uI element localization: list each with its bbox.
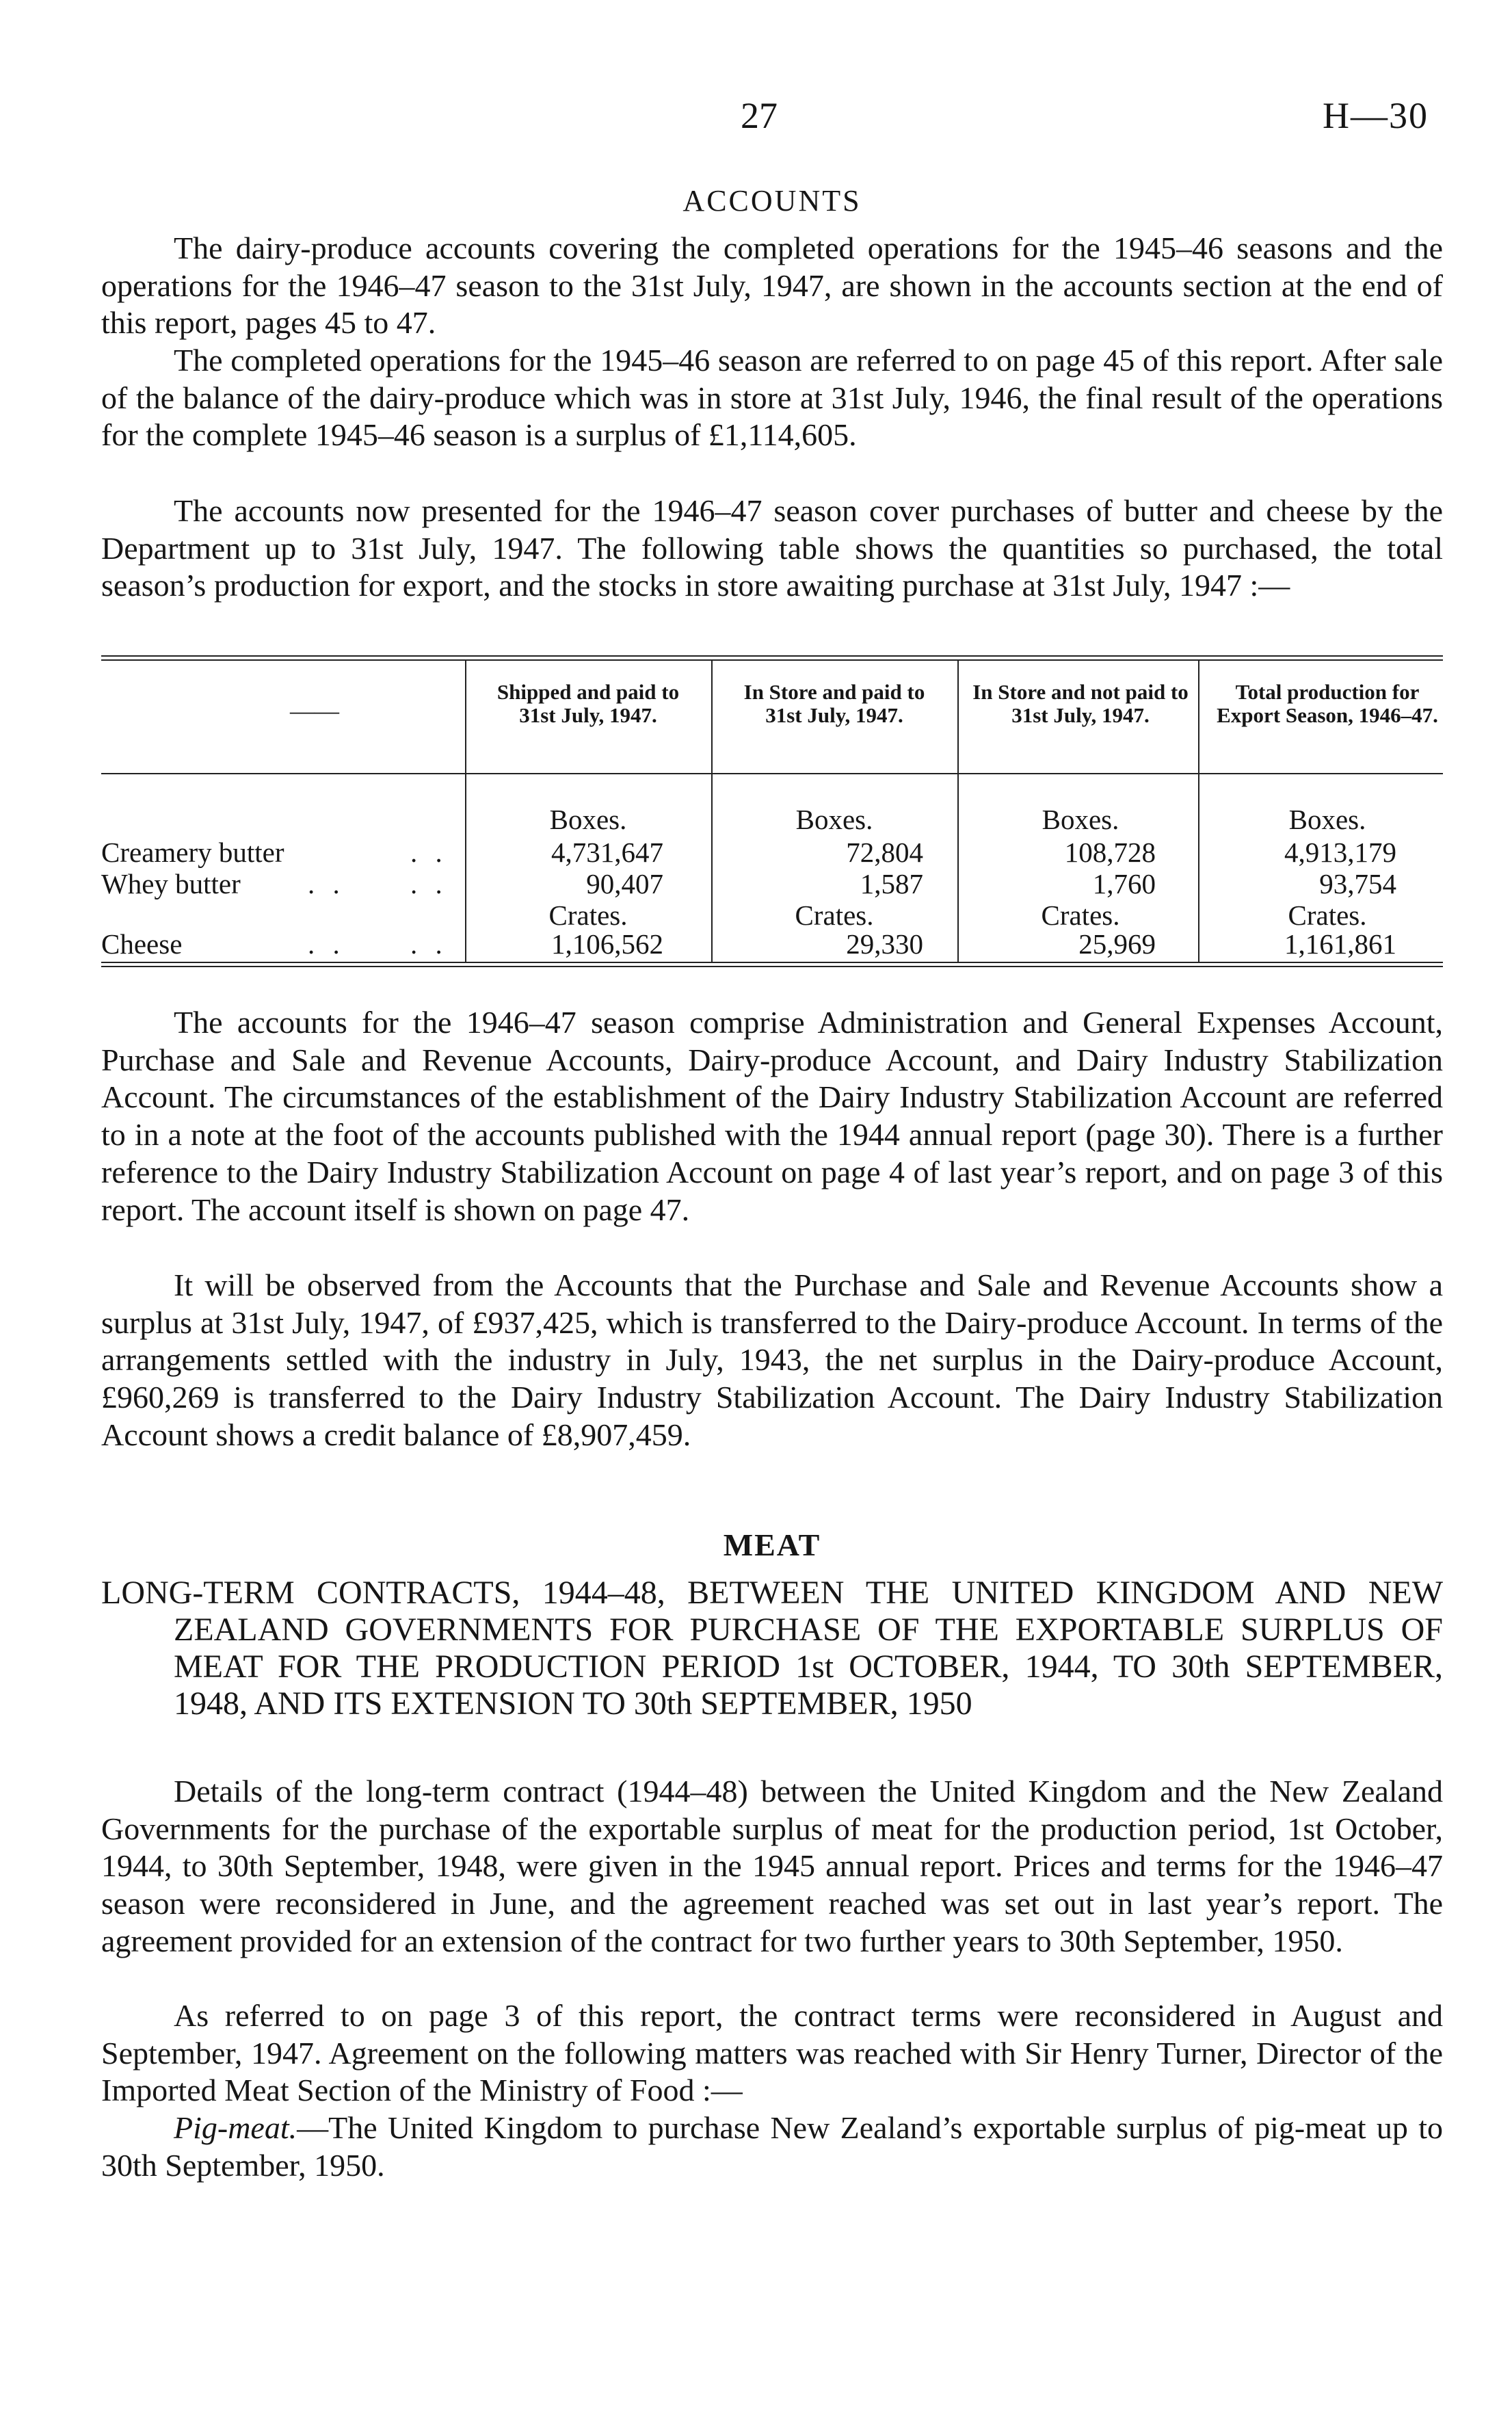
- row-label-creamery-butter: Creamery butter: [101, 837, 284, 868]
- column-divider: [711, 659, 713, 962]
- row-label-whey-butter: Whey butter: [101, 868, 241, 899]
- table-cell: 4,731,647: [551, 837, 663, 868]
- table-cell: 90,407: [586, 868, 663, 899]
- column-divider: [465, 659, 466, 962]
- meat-paragraph-1: Details of the long-term contract (1944–48) between the United Kingdom and the New Zealand Governments for the purchase of the exportable surplus of meat for the production period, 1st October, 1944, to 30th September, 1948, were given in the 1945 annual report. Prices and terms for the 1946–47 season were reconsidered in June, and the agreement reached was set out in last year’s report. The agreement provided for an extension of the contract for two further years to 30th September, 1950.: [101, 1774, 1443, 1958]
- table-cell: 1,161,861: [1284, 928, 1396, 960]
- leader-dots: . .: [308, 868, 345, 899]
- accounts-paragraph-3: The accounts now presented for the 1946–47 season cover purchases of butter and cheese by the Department up to 31st July, 1947. The following table shows the quantities so purchased, the total season’s production for export, and the stocks in store awaiting purchase at 31st July, 1947 :—: [101, 493, 1443, 603]
- page-number: 27: [741, 95, 778, 136]
- table-bottom-rule: [101, 962, 1443, 963]
- column-header-shipped: Shipped and paid to 31st July, 1947.: [496, 680, 680, 727]
- table-header-rule: [101, 773, 1443, 774]
- table-bottom-rule-double: [101, 966, 1443, 967]
- leader-dots: . .: [410, 868, 448, 899]
- table-cell: 1,760: [1092, 868, 1156, 899]
- table-cell: 29,330: [846, 928, 923, 960]
- document-reference: H—30: [1323, 95, 1429, 136]
- table-cell: 72,804: [846, 837, 923, 868]
- pigmeat-text: —The United Kingdom to purchase New Zealand’s exportable surplus of pig-meat up to 30th September, 1950.: [101, 2110, 1443, 2183]
- pigmeat-paragraph: [101, 2110, 1443, 2184]
- table-cell: 93,754: [1319, 868, 1396, 899]
- table-cell: 25,969: [1078, 928, 1156, 960]
- meat-paragraph-2: As referred to on page 3 of this report, the contract terms were reconsidered in August and September, 1947. Agreement on the following matters was reached with Sir Henry Turner, Director of the Imported Meat Section of the Ministry of Food :—: [101, 1998, 1443, 2108]
- table-top-rule: [101, 655, 1443, 657]
- column-header-total-production: Total production for Export Season, 1946–47.: [1217, 680, 1438, 727]
- unit-crates: Crates.: [1041, 899, 1120, 931]
- accounts-paragraph-4: The accounts for the 1946–47 season comprise Administration and General Expenses Account, Purchase and Sale and Revenue Accounts, Dairy-produce Account, and Dairy Industry Stabilization Account. The circumstances of the establishment of the Dairy Industry Stabilization Account are referred to in a note at the foot of the accounts published with the 1944 annual report (page 30). There is a further reference to the Dairy Industry Stabilization Account on page 4 of last year’s report, and on page 3 of this report. The account itself is shown on page 47.: [101, 1005, 1443, 1227]
- unit-boxes: Boxes.: [795, 804, 873, 835]
- table-cell: 1,587: [860, 868, 923, 899]
- column-header-in-store-paid: In Store and paid to 31st July, 1947.: [743, 680, 925, 727]
- accounts-paragraph-2: The completed operations for the 1945–46 season are referred to on page 45 of this report. After sale of the balance of the dairy-produce which was in store at 31st July, 1946, the final result of the operations for the complete 1945–46 season is a surplus of £1,114,605.: [101, 343, 1443, 453]
- accounts-title: ACCOUNTS: [682, 184, 862, 218]
- row-label-cheese: Cheese: [101, 928, 183, 960]
- unit-crates: Crates.: [1288, 899, 1367, 931]
- column-divider: [1198, 659, 1199, 962]
- table-cell: 108,728: [1064, 837, 1156, 868]
- unit-boxes: Boxes.: [1288, 804, 1366, 835]
- leader-dots: . .: [308, 928, 345, 960]
- meat-title: MEAT: [723, 1527, 821, 1562]
- unit-crates: Crates.: [548, 899, 628, 931]
- unit-boxes: Boxes.: [1042, 804, 1119, 835]
- table-cell: 1,106,562: [551, 928, 663, 960]
- leader-dots: . .: [410, 928, 448, 960]
- table-top-rule-double: [101, 659, 1443, 661]
- accounts-paragraph-5: It will be observed from the Accounts that the Purchase and Sale and Revenue Accounts show a surplus at 31st July, 1947, of £937,425, which is transferred to the Dairy-produce Account. In terms of the arrangements settled with the industry in July, 1943, the net surplus in the Dairy-produce Account, £960,269 is transferred to the Dairy Industry Stabilization Account. The Dairy Industry Stabilization Account shows a credit balance of £8,907,459.: [101, 1267, 1443, 1452]
- column-divider: [957, 659, 959, 962]
- column-header-in-store-not-paid: In Store and not paid to 31st July, 1947.: [972, 680, 1189, 727]
- table-cell: 4,913,179: [1284, 837, 1396, 868]
- unit-boxes: Boxes.: [549, 804, 627, 835]
- unit-crates: Crates.: [795, 899, 874, 931]
- contract-heading: LONG-TERM CONTRACTS, 1944–48, BETWEEN THE UNITED KINGDOM AND NEW ZEALAND GOVERNMENTS FOR PURCHASE OF THE EXPORTABLE SURPLUS OF MEAT FOR THE PRODUCTION PERIOD 1st OCTOBER, 1944, TO 30th SEPTEMBER, 1948, AND ITS EXTENSION TO 30th SEPTEMBER, 1950: [101, 1575, 1443, 1722]
- stub-header: ——: [290, 697, 339, 724]
- accounts-paragraph-1: The dairy-produce accounts covering the completed operations for the 1945–46 seasons and the operations for the 1946–47 season to the 31st July, 1947, are shown in the accounts section at the end of this report, pages 45 to 47.: [101, 231, 1443, 341]
- leader-dots: . .: [410, 837, 448, 868]
- pigmeat-label: Pig-meat.: [174, 2110, 297, 2145]
